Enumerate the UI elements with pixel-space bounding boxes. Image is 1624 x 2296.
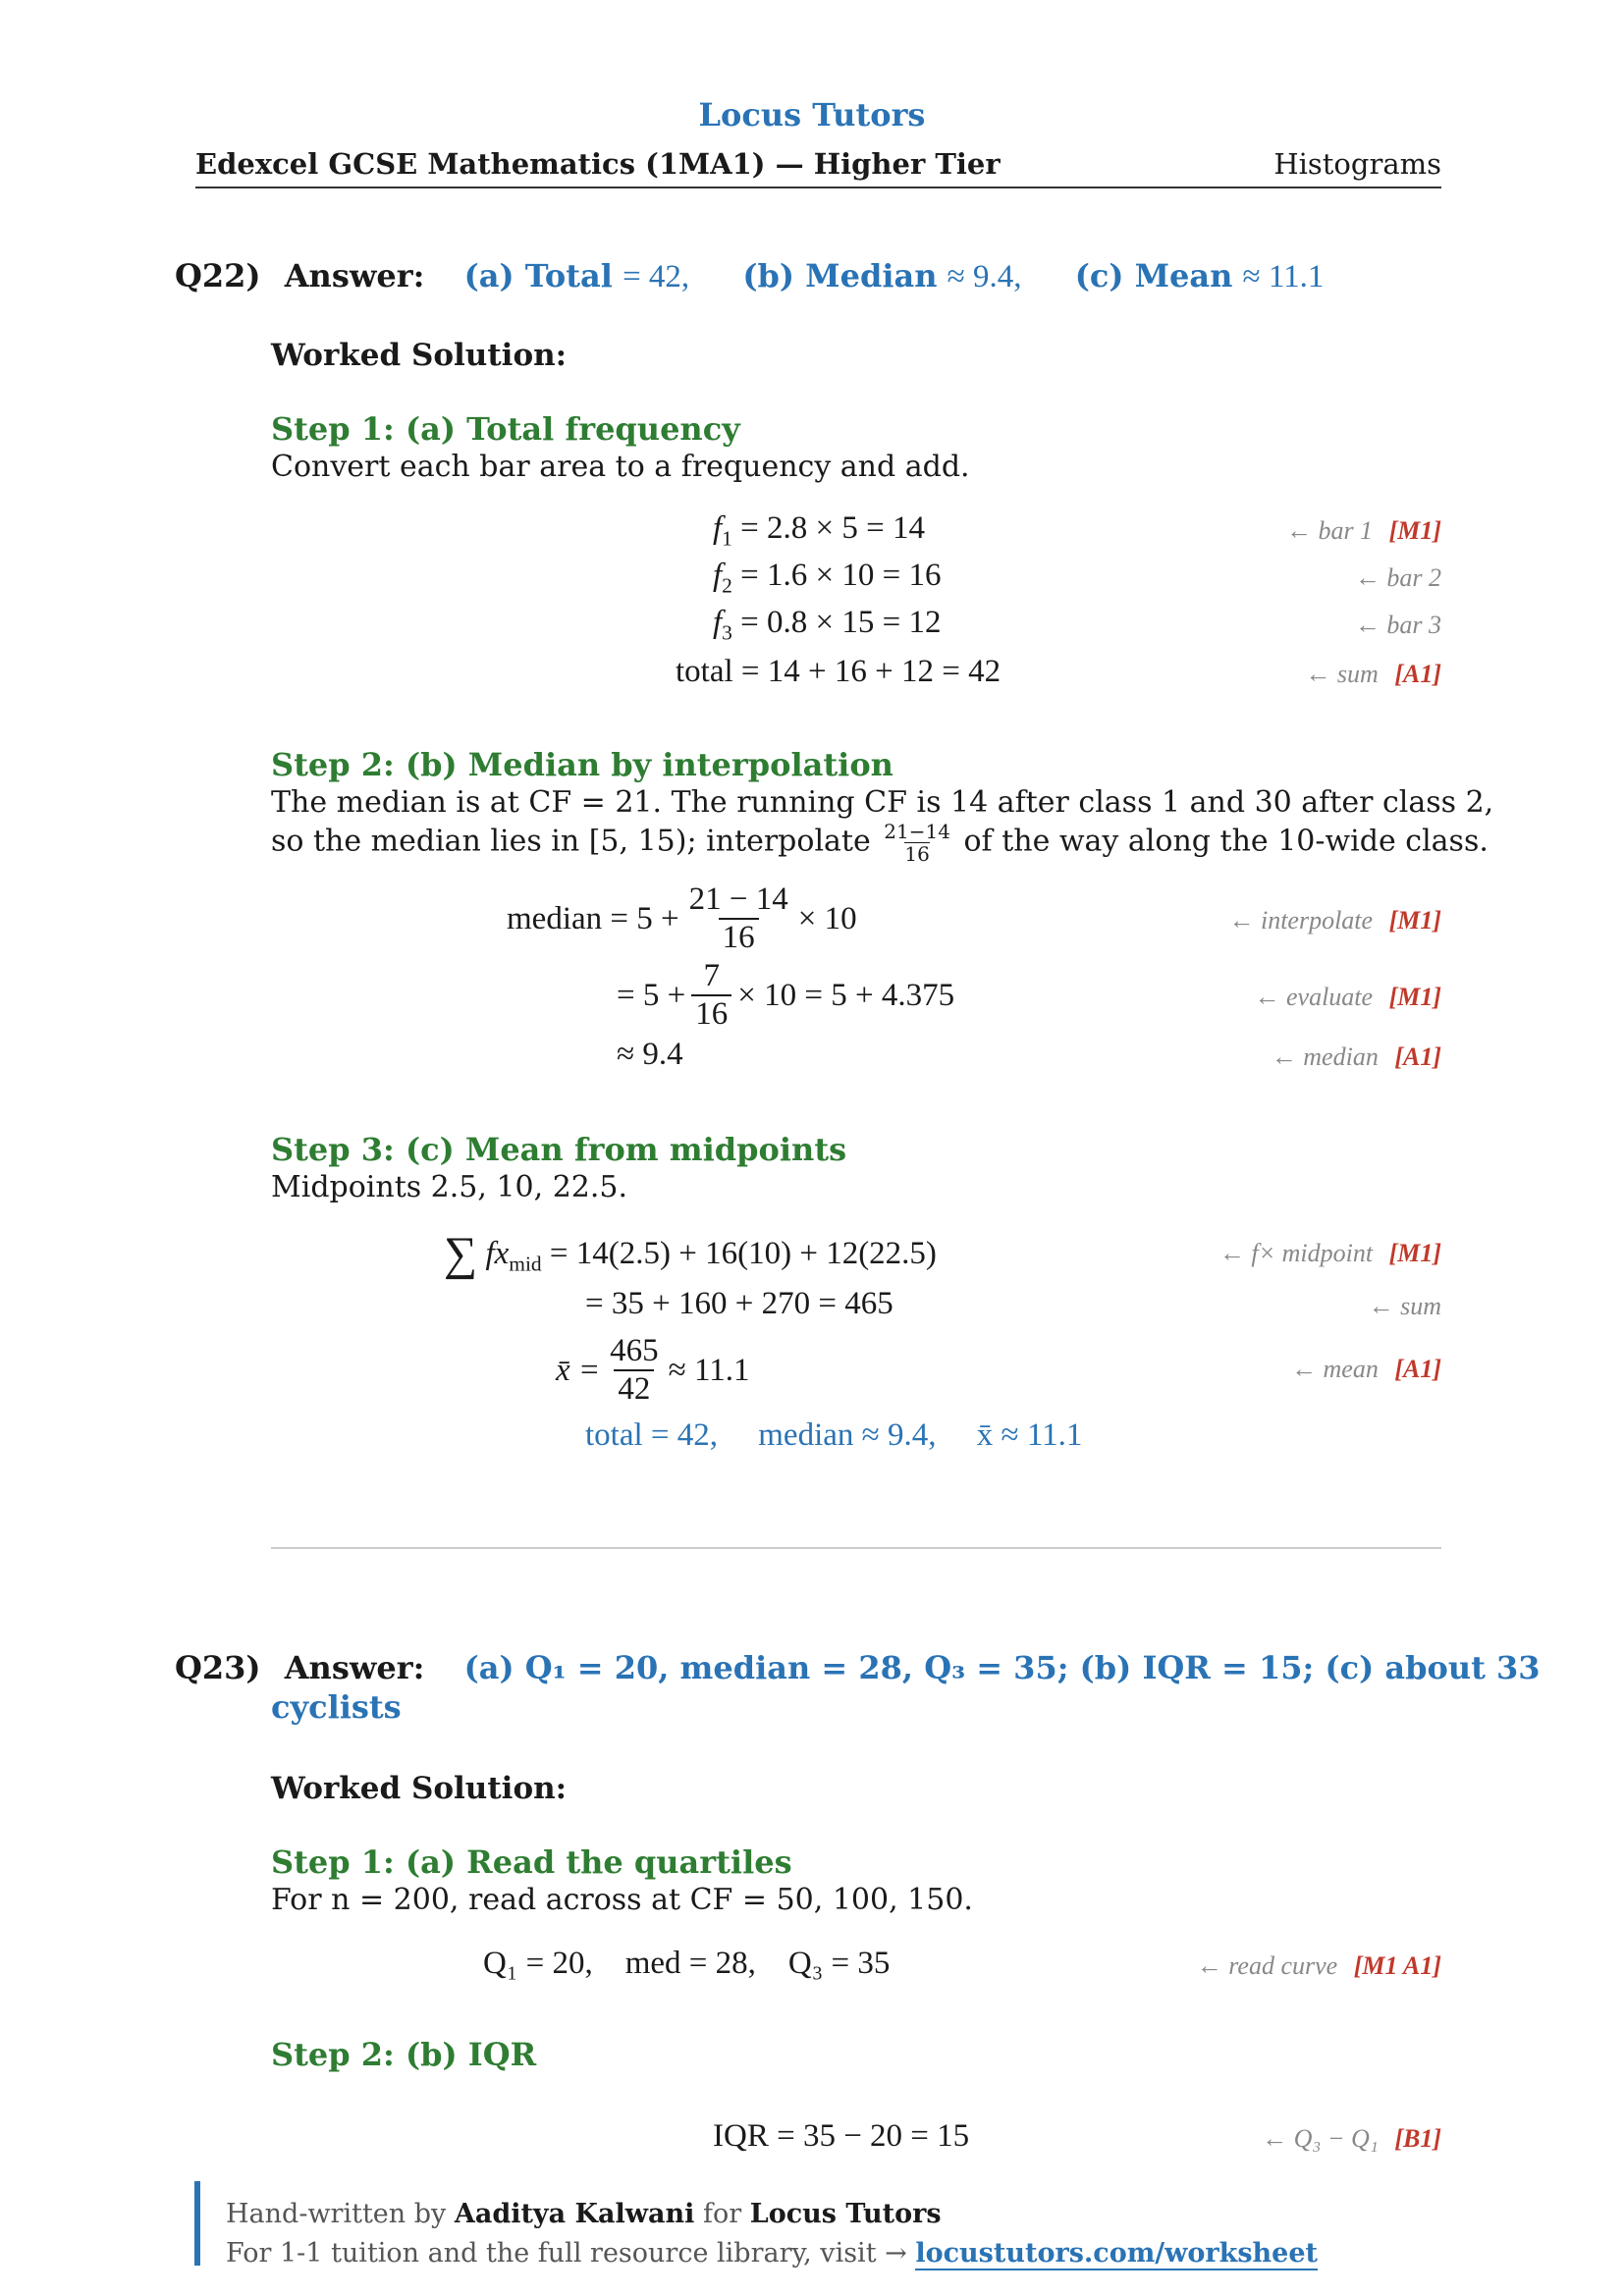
q23-step1-title: Step 1: (a) Read the quartiles xyxy=(271,1843,792,1881)
q22-step2-note1: ← interpolate [M1] xyxy=(1228,906,1441,934)
topic-title: Histograms xyxy=(1273,147,1441,181)
sum-symbol-icon: ∑ xyxy=(444,1228,478,1280)
q23-answer-label: Answer: xyxy=(284,1649,425,1686)
q22-step1-line2: $f_2 = 1.6 \times 10 = 16$ xyxy=(713,558,942,598)
q23-step1-note: ← read curve [M1 A1] xyxy=(1196,1951,1441,1980)
q22-step1-note2: ← bar 2 xyxy=(1354,563,1441,592)
q23-step2-title: Step 2: (b) IQR xyxy=(271,2036,537,2073)
q22-answer-a-val: = 42, xyxy=(623,259,690,294)
course-title: Edexcel GCSE Mathematics (1MA1) — Higher Tier xyxy=(195,147,1001,181)
q22-step3-note2: ← sum xyxy=(1368,1292,1441,1320)
q22-label: Q22) xyxy=(175,257,261,294)
q22-step3-line3: x̄ = $\frac{465}{42}$ ≈ 11.1 xyxy=(556,1333,750,1407)
q22-step3-note1: ← f× midpoint [M1] xyxy=(1218,1239,1441,1267)
q22-step3-text: Midpoints 2.5, 10, 22.5. xyxy=(271,1170,628,1204)
q22-answer-label: Answer: xyxy=(284,257,425,294)
q22-step2-note2: ← evaluate [M1] xyxy=(1254,983,1441,1011)
q22-step3-line2: = 35 + 160 + 270 = 465 xyxy=(585,1286,893,1321)
q22-step2-line2: = 5 + $\frac{7}{16}$ × 10 = 5 + 4.375 xyxy=(617,958,955,1032)
q22-answer-c-val: ≈ 11.1 xyxy=(1242,259,1325,294)
q22-step1-note4: ← sum [A1] xyxy=(1305,660,1441,688)
q22-step2-text1: The median is at CF = 21. The running CF is 14 after class 1 and 30 after class 2, xyxy=(271,785,1494,820)
q23-label: Q23) xyxy=(175,1649,261,1686)
q22-step1-note3: ← bar 3 xyxy=(1354,611,1441,639)
q22-step1-line4: total = 14 + 16 + 12 = 42 xyxy=(676,654,1001,689)
q22-summary: total = 42, median ≈ 9.4, x̄ ≈ 11.1 xyxy=(585,1417,1083,1453)
q23-answer-line2: cyclists xyxy=(271,1688,402,1726)
q22-step2-line3: ≈ 9.4 xyxy=(617,1037,683,1072)
header-rule xyxy=(195,187,1441,188)
q22-step2-line1: median = 5 + $\frac{21 - 14}{16}$ × 10 xyxy=(507,881,857,955)
q22-step1-note1: ← bar 1 [M1] xyxy=(1285,516,1441,545)
q22-step1-line1: $f_1 = 2.8 \times 5 = 14$ xyxy=(713,510,925,551)
q23-answer-text: (a) Q₁ = 20, median = 28, Q₃ = 35; (b) IQR = 15; (c) about 33 xyxy=(463,1649,1541,1686)
footer-line1: Hand-written by Aaditya Kalwani for Locus Tutors xyxy=(226,2199,942,2229)
q22-step1-line3: $f_3 = 0.8 \times 15 = 12$ xyxy=(713,605,942,645)
footer-line2: For 1-1 tuition and the full resource library, visit → locustutors.com/worksheet xyxy=(226,2238,1319,2269)
footer-author: Aaditya Kalwani xyxy=(454,2199,695,2229)
q22-answer-a: (a) Total xyxy=(463,257,613,294)
section-divider xyxy=(271,1547,1441,1549)
q22-worked-heading: Worked Solution: xyxy=(271,338,568,373)
q23-step1-line: Q₁ = 20, med = 28, Q₃ = 35 xyxy=(483,1946,891,1981)
q22-step2-note3: ← median [A1] xyxy=(1271,1042,1441,1071)
q22-answer-line xyxy=(175,257,1324,295)
q22-step2-text2: so the median lies in [5, 15); interpolate $\frac{21-14}{16}$ of the way along the 10-wide class. xyxy=(271,820,1489,866)
footer-org: Locus Tutors xyxy=(749,2199,942,2229)
q23-step2-note: ← Q₃ − Q₁ [B1] xyxy=(1262,2124,1441,2153)
q22-step1-title: Step 1: (a) Total frequency xyxy=(271,410,740,448)
q23-answer-line xyxy=(175,1649,1541,1686)
footer-link[interactable]: locustutors.com/worksheet xyxy=(915,2238,1319,2269)
q23-worked-heading: Worked Solution: xyxy=(271,1771,568,1806)
brand-title: Locus Tutors xyxy=(698,96,926,133)
q22-step3-title: Step 3: (c) Mean from midpoints xyxy=(271,1131,847,1168)
q23-step1-text: For n = 200, read across at CF = 50, 100, 150. xyxy=(271,1883,973,1917)
q22-step3-note3: ← mean [A1] xyxy=(1291,1355,1441,1383)
footer-accent-bar xyxy=(194,2181,200,2266)
q22-answer-b: (b) Median xyxy=(742,257,938,294)
q22-step1-text: Convert each bar area to a frequency and add. xyxy=(271,450,970,484)
q22-answer-b-val: ≈ 9.4, xyxy=(947,259,1022,294)
q22-step2-title: Step 2: (b) Median by interpolation xyxy=(271,746,893,783)
q22-step3-line1: ∑ $fx_{mid} = 14(2.5) + 16(10) + 12(22.5)$ xyxy=(444,1228,937,1280)
q23-step2-line: IQR = 35 − 20 = 15 xyxy=(713,2118,970,2154)
q22-answer-c: (c) Mean xyxy=(1074,257,1233,294)
